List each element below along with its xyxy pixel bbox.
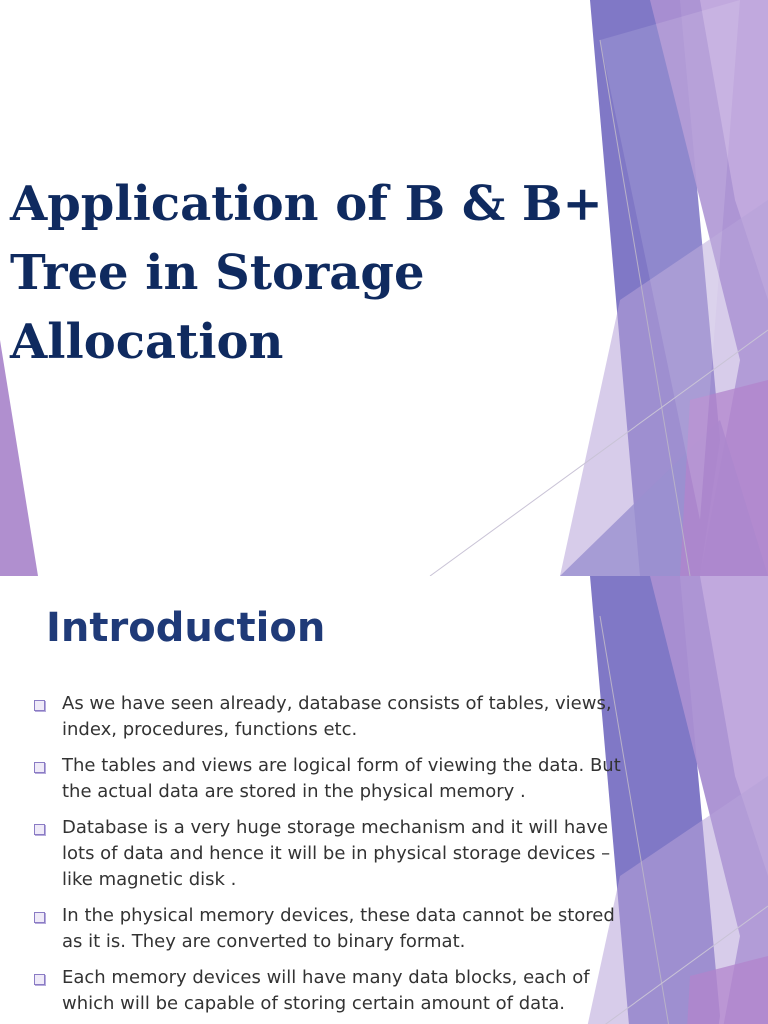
slide-heading: Introduction (46, 605, 326, 651)
slide-title: Application of B & B+ Tree in Storage Allocation (10, 176, 603, 370)
square-bullet-icon (34, 974, 45, 985)
introduction-slide (0, 576, 768, 1024)
bullet-item (30, 903, 630, 955)
bullet-list (30, 691, 630, 1024)
bullet-text: Each memory devices will have many data blocks, each of which will be capable of storing certain amount of data. (62, 967, 590, 1014)
square-bullet-icon (34, 824, 45, 835)
bullet-text: As we have seen already, database consists of tables, views, index, procedures, functions etc. (62, 693, 612, 740)
bullet-item (30, 691, 630, 743)
square-bullet-icon (34, 762, 45, 773)
bullet-item (30, 965, 630, 1017)
bullet-text: Database is a very huge storage mechanism and it will have lots of data and hence it will be in physical storage devices – like magnetic disk . (62, 817, 611, 890)
bullet-text: In the physical memory devices, these data cannot be stored as it is. They are converted to binary format. (62, 905, 615, 952)
bullet-text: The tables and views are logical form of viewing the data. But the actual data are stored in the physical memory . (62, 755, 621, 802)
square-bullet-icon (34, 912, 45, 923)
bullet-item (30, 753, 630, 805)
bullet-item (30, 815, 630, 893)
square-bullet-icon (34, 700, 45, 711)
